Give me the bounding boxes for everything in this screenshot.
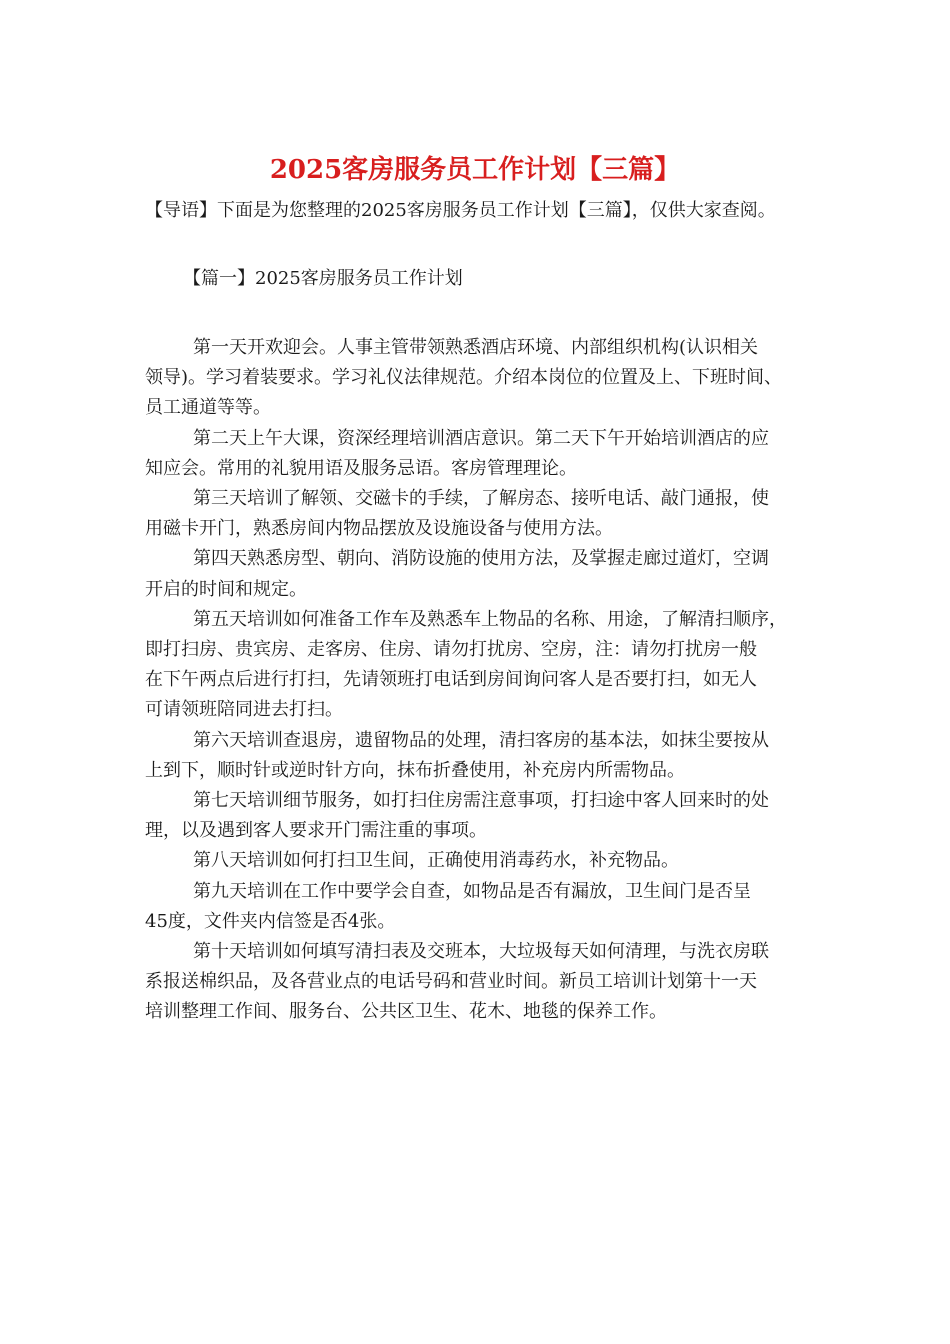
paragraph-line: 开启的时间和规定。 — [145, 578, 307, 600]
paragraph — [145, 846, 825, 876]
paragraph-line: 可请领班陪同进去打扫。 — [145, 699, 343, 721]
paragraph-line: 员工通道等等。 — [145, 397, 271, 419]
intro-text: 【导语】下面是为您整理的2025客房服务员工作计划【三篇】，仅供大家查阅。 — [145, 200, 776, 221]
paragraph-line: 第九天培训在工作中要学会自查，如物品是否有漏放，卫生间门是否呈 — [193, 880, 751, 902]
paragraph — [145, 786, 825, 846]
paragraph — [145, 333, 825, 424]
paragraph-line: 第四天熟悉房型、朝向、消防设施的使用方法，及掌握走廊过道灯，空调 — [193, 548, 769, 570]
paragraph-line: 第二天上午大课，资深经理培训酒店意识。第二天下午开始培训酒店的应 — [193, 427, 769, 449]
paragraph-line: 第六天培训查退房，遗留物品的处理，清扫客房的基本法，如抹尘要按从 — [193, 729, 769, 751]
paragraph-line: 45度，文件夹内信签是否4张。 — [145, 910, 396, 932]
paragraph-line: 第七天培训细节服务，如打扫住房需注意事项，打扫途中客人回来时的处 — [193, 790, 769, 812]
paragraph-line: 即打扫房、贵宾房、走客房、住房、请勿打扰房、空房，注：请勿打扰房一般 — [145, 639, 757, 661]
paragraph-line: 第八天培训如何打扫卫生间，正确使用消毒药水，补充物品。 — [193, 850, 679, 872]
paragraph-line: 上到下，顺时针或逆时针方向，抹布折叠使用，补充房内所需物品。 — [145, 759, 685, 781]
paragraph — [145, 937, 825, 1028]
paragraph-line: 系报送棉织品，及各营业点的电话号码和营业时间。新员工培训计划第十一天 — [145, 971, 757, 993]
paragraph-line: 用磁卡开门，熟悉房间内物品摆放及设施设备与使用方法。 — [145, 518, 613, 540]
paragraph-line: 理，以及遇到客人要求开门需注重的事项。 — [145, 820, 487, 842]
paragraph — [145, 605, 825, 726]
paragraph-line: 知应会。常用的礼貌用语及服务忌语。客房管理理论。 — [145, 457, 577, 479]
paragraph — [145, 424, 825, 484]
paragraph — [145, 484, 825, 544]
paragraph-line: 领导)。学习着装要求。学习礼仪法律规范。介绍本岗位的位置及上、下班时间、 — [145, 367, 783, 389]
section-heading: 【篇一】2025客房服务员工作计划 — [183, 268, 463, 289]
body-text — [145, 333, 825, 1028]
paragraph-line: 在下午两点后进行打扫，先请领班打电话到房间询问客人是否要打扫，如无人 — [145, 669, 757, 691]
paragraph-line: 第三天培训了解领、交磁卡的手续，了解房态、接听电话、敲门通报，使 — [193, 488, 769, 510]
paragraph-line: 第十天培训如何填写清扫表及交班本，大垃圾每天如何清理，与洗衣房联 — [193, 941, 769, 963]
paragraph — [145, 544, 825, 604]
paragraph-line: 培训整理工作间、服务台、公共区卫生、花木、地毯的保养工作。 — [145, 1001, 667, 1023]
paragraph — [145, 877, 825, 937]
document-title: 2025客房服务员工作计划【三篇】 — [269, 155, 681, 185]
paragraph-line: 第一天开欢迎会。人事主管带领熟悉酒店环境、内部组织机构(认识相关 — [193, 337, 759, 358]
paragraph — [145, 726, 825, 786]
paragraph-line: 第五天培训如何准备工作车及熟悉车上物品的名称、用途，了解清扫顺序， — [193, 608, 787, 630]
